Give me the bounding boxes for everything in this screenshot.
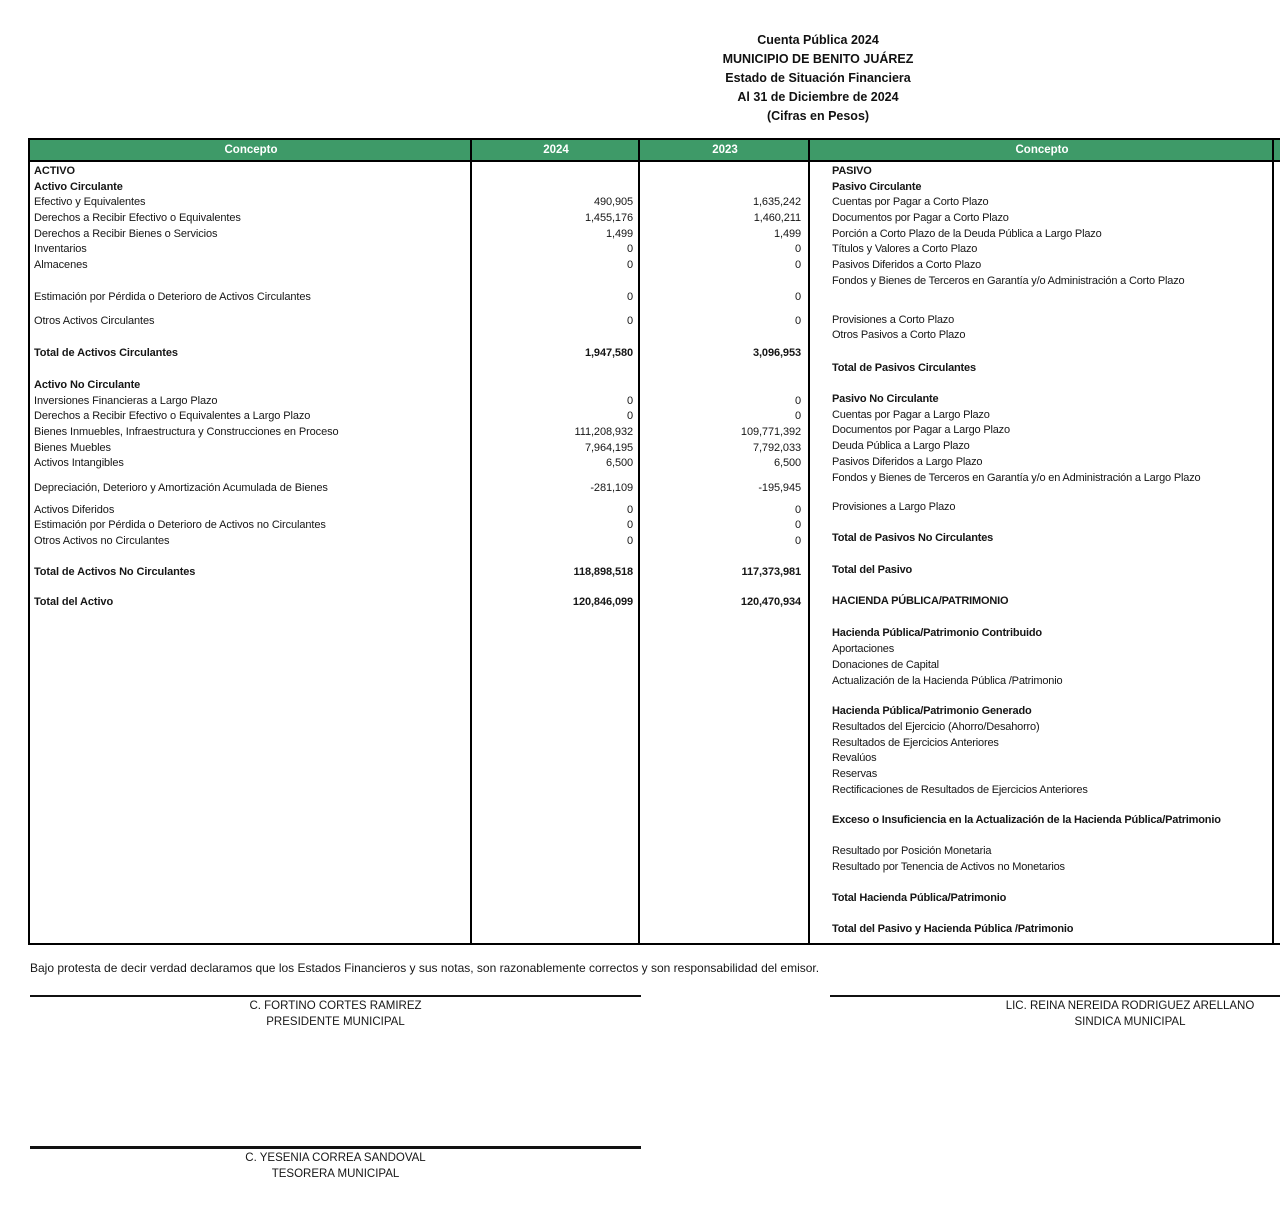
- row-label: Documentos por Pagar a Largo Plazo: [832, 424, 1010, 437]
- header-concepto-right: Concepto: [1015, 144, 1069, 156]
- row-label: Activos Intangibles: [34, 457, 124, 470]
- liability-row: [810, 642, 1280, 658]
- liability-row: [810, 471, 1280, 487]
- table-header-row: [30, 140, 1280, 162]
- value-2024: 0: [626, 314, 633, 327]
- value-2024: 0: [626, 410, 633, 423]
- liability-row: [810, 455, 1280, 471]
- row-label: Inventarios: [34, 243, 87, 256]
- spacer-row: [810, 486, 1280, 500]
- signature-line: [830, 995, 1280, 997]
- liability-row: [810, 392, 1280, 408]
- asset-row: [30, 378, 810, 394]
- spacer-row: [810, 578, 1280, 594]
- header-line-statement-title: Estado de Situación Financiera: [725, 71, 911, 85]
- spacer-row: [810, 290, 1280, 313]
- liability-row: [810, 531, 1280, 547]
- liability-row: [810, 891, 1280, 907]
- liability-row: [810, 361, 1280, 377]
- value-2023: 0: [794, 314, 801, 327]
- asset-row: [30, 290, 810, 306]
- row-label: Activo Circulante: [34, 180, 123, 193]
- value-2024: 0: [626, 243, 633, 256]
- row-label: Donaciones de Capital: [832, 658, 939, 671]
- header-2023: 2023: [712, 144, 738, 156]
- value-2024: 0: [626, 259, 633, 272]
- value-2023: 0: [794, 243, 801, 256]
- value-2024: 0: [626, 535, 633, 548]
- row-label: Total de Pasivos Circulantes: [832, 361, 976, 374]
- signature-title: SINDICA MUNICIPAL: [1074, 1016, 1186, 1028]
- row-label: Bienes Muebles: [34, 441, 111, 454]
- asset-row: [30, 164, 810, 180]
- row-label: HACIENDA PÚBLICA/PATRIMONIO: [832, 594, 1009, 607]
- spacer-row: [30, 306, 810, 314]
- row-label: Otros Activos Circulantes: [34, 314, 155, 327]
- value-2024: -281,109: [590, 482, 633, 494]
- liability-row: [810, 242, 1280, 258]
- value-2024: 1,947,580: [584, 347, 633, 360]
- liability-row: [810, 274, 1280, 290]
- value-2023: 0: [794, 535, 801, 548]
- row-label: Activos Diferidos: [34, 503, 115, 516]
- row-label: Total de Activos Circulantes: [34, 347, 178, 360]
- value-2024: 1,455,176: [584, 212, 633, 225]
- liability-row: [810, 704, 1280, 720]
- liability-row: [810, 674, 1280, 690]
- liability-row: [810, 658, 1280, 674]
- row-label: Títulos y Valores a Corto Plazo: [832, 243, 978, 256]
- row-label: Activo No Circulante: [34, 378, 141, 391]
- value-2023: 0: [794, 410, 801, 423]
- liability-row: [810, 594, 1280, 610]
- row-label: Total del Pasivo: [832, 563, 913, 576]
- liability-row: [810, 720, 1280, 736]
- value-2024: 0: [626, 519, 633, 532]
- row-label: Pasivos Diferidos a Largo Plazo: [832, 455, 983, 468]
- spacer-row: [30, 362, 810, 378]
- signature-line: [30, 995, 641, 997]
- balance-sheet-table: [28, 138, 1280, 945]
- asset-row: [30, 565, 810, 581]
- row-label: Pasivo Circulante: [832, 180, 922, 193]
- spacer-row: [30, 274, 810, 290]
- row-label: Derechos a Recibir Efectivo o Equivalentes: [34, 212, 241, 225]
- row-label: Hacienda Pública/Patrimonio Generado: [832, 705, 1032, 718]
- value-2024: 0: [626, 290, 633, 303]
- row-label: Resultado por Posición Monetaria: [832, 845, 992, 857]
- liability-row: [810, 500, 1280, 516]
- liability-row: [810, 751, 1280, 767]
- asset-row: [30, 534, 810, 550]
- asset-row: [30, 456, 810, 472]
- row-label: Cuentas por Pagar a Corto Plazo: [832, 196, 989, 209]
- row-label: Resultados de Ejercicios Anteriores: [832, 736, 999, 749]
- row-label: Resultados del Ejercicio (Ahorro/Desahorro): [832, 720, 1040, 733]
- row-label: Almacenes: [34, 259, 88, 272]
- spacer-row: [30, 472, 810, 481]
- assets-column: [30, 164, 810, 611]
- spacer-row: [810, 798, 1280, 813]
- row-label: Fondos y Bienes de Terceros en Garantía y/o Administración a Corto Plazo: [832, 274, 1185, 287]
- value-2023: 120,470,934: [740, 596, 801, 609]
- value-2023: 6,500: [773, 457, 801, 470]
- spacer-row: [30, 550, 810, 565]
- row-label: Hacienda Pública/Patrimonio Contribuido: [832, 627, 1042, 640]
- signature-block-tesorera: [30, 1146, 641, 1180]
- asset-row: [30, 258, 810, 274]
- value-2023: 1,635,242: [752, 196, 801, 209]
- row-label: Depreciación, Deterioro y Amortización Acumulada de Bienes: [34, 482, 328, 494]
- value-2024: 7,964,195: [584, 441, 633, 454]
- header-line-units: (Cifras en Pesos): [766, 109, 870, 123]
- row-label: Otros Pasivos a Corto Plazo: [832, 329, 966, 342]
- asset-row: [30, 394, 810, 410]
- row-label: Inversiones Financieras a Largo Plazo: [34, 394, 218, 407]
- row-label: Total de Activos No Circulantes: [34, 565, 196, 578]
- liability-row: [810, 258, 1280, 274]
- asset-row: [30, 441, 810, 457]
- row-label: Pasivo No Circulante: [832, 393, 939, 406]
- spacer-row: [810, 875, 1280, 891]
- row-label: Efectivo y Equivalentes: [34, 196, 146, 209]
- column-divider: [808, 140, 810, 943]
- liability-row: [810, 922, 1280, 938]
- row-label: PASIVO: [832, 165, 872, 177]
- value-2023: -195,945: [758, 482, 801, 494]
- value-2023: 1,460,211: [753, 212, 801, 225]
- row-label: Provisiones a Corto Plazo: [832, 313, 955, 326]
- declaration-text: Bajo protesta de decir verdad declaramos que los Estados Financieros y sus notas, son razonablemente correctos y son responsabilidad del emisor.: [30, 961, 820, 975]
- value-2023: 0: [794, 503, 801, 516]
- value-2024: 0: [626, 394, 633, 407]
- value-2023: 3,096,953: [752, 347, 801, 360]
- asset-row: [30, 409, 810, 425]
- liability-row: [810, 813, 1280, 829]
- header-line-account: Cuenta Pública 2024: [757, 33, 879, 47]
- spacer-row: [810, 516, 1280, 532]
- asset-row: [30, 346, 810, 362]
- liability-row: [810, 313, 1280, 329]
- signature-name: C. FORTINO CORTES RAMIREZ: [249, 1000, 422, 1012]
- asset-row: [30, 211, 810, 227]
- asset-row: [30, 242, 810, 258]
- header-2024: 2024: [543, 144, 569, 156]
- value-2024: 1,499: [605, 227, 633, 240]
- spacer-row: [810, 547, 1280, 563]
- row-label: Resultado por Tenencia de Activos no Monetarios: [832, 860, 1065, 873]
- header-concepto-left: Concepto: [224, 144, 278, 156]
- row-label: Porción a Corto Plazo de la Deuda Pública a Largo Plazo: [832, 227, 1102, 240]
- header-cutoff-column: [1274, 140, 1280, 160]
- signature-name: LIC. REINA NEREIDA RODRIGUEZ ARELLANO: [1005, 1000, 1255, 1012]
- spacer-row: [810, 344, 1280, 361]
- liability-row: [810, 439, 1280, 455]
- asset-row: [30, 195, 810, 211]
- row-label: Documentos por Pagar a Corto Plazo: [832, 212, 1009, 225]
- row-label: Estimación por Pérdida o Deterioro de Activos no Circulantes: [34, 519, 326, 532]
- liability-row: [810, 736, 1280, 752]
- row-label: Exceso o Insuficiencia en la Actualización de la Hacienda Pública/Patrimonio: [832, 814, 1221, 827]
- row-label: Bienes Inmuebles, Infraestructura y Construcciones en Proceso: [34, 425, 339, 438]
- value-2023: 0: [794, 290, 801, 303]
- value-2024: 111,208,932: [574, 425, 633, 438]
- signature-title: TESORERA MUNICIPAL: [271, 1168, 400, 1180]
- row-label: Total del Pasivo y Hacienda Pública /Patrimonio: [832, 923, 1074, 936]
- row-label: Revalúos: [832, 752, 877, 765]
- liability-row: [810, 423, 1280, 439]
- value-2023: 7,792,033: [752, 441, 801, 454]
- liability-row: [810, 227, 1280, 243]
- value-2023: 0: [794, 394, 801, 407]
- row-label: Total Hacienda Pública/Patrimonio: [832, 891, 1007, 904]
- asset-row: [30, 314, 810, 330]
- row-label: Total de Pasivos No Circulantes: [832, 532, 994, 545]
- liability-row: [810, 563, 1280, 579]
- liability-row: [810, 783, 1280, 799]
- row-label: Pasivos Diferidos a Corto Plazo: [832, 259, 982, 272]
- liability-row: [810, 408, 1280, 424]
- spacer-row: [810, 907, 1280, 923]
- liability-row: [810, 180, 1280, 196]
- spacer-row: [810, 689, 1280, 704]
- value-2023: 1,499: [773, 227, 801, 240]
- value-2024: 0: [626, 503, 633, 516]
- header-line-date: Al 31 de Diciembre de 2024: [737, 90, 899, 104]
- liability-row: [810, 767, 1280, 783]
- value-2023: 0: [794, 259, 801, 272]
- value-2023: 117,373,981: [741, 565, 801, 578]
- row-label: Actualización de la Hacienda Pública /Patrimonio: [832, 674, 1063, 687]
- asset-row: [30, 425, 810, 441]
- asset-row: [30, 595, 810, 611]
- row-label: ACTIVO: [34, 165, 75, 177]
- row-label: Derechos a Recibir Efectivo o Equivalentes a Largo Plazo: [34, 410, 311, 423]
- row-label: Rectificaciones de Resultados de Ejercicios Anteriores: [832, 783, 1088, 796]
- row-label: Deuda Pública a Largo Plazo: [832, 440, 970, 453]
- spacer-row: [810, 377, 1280, 393]
- asset-row: [30, 227, 810, 243]
- spacer-row: [30, 329, 810, 346]
- header-line-municipality: MUNICIPIO DE BENITO JUÁREZ: [722, 52, 914, 66]
- document-header: [358, 31, 1278, 126]
- value-2024: 120,846,099: [572, 596, 633, 609]
- row-label: Otros Activos no Circulantes: [34, 535, 170, 548]
- liability-row: [810, 328, 1280, 344]
- spacer-row: [810, 829, 1280, 844]
- row-label: Reservas: [832, 767, 878, 780]
- liability-row: [810, 626, 1280, 642]
- row-label: Cuentas por Pagar a Largo Plazo: [832, 408, 990, 421]
- row-label: Derechos a Recibir Bienes o Servicios: [34, 227, 218, 240]
- liability-row: [810, 860, 1280, 876]
- liabilities-column: [810, 164, 1280, 938]
- signature-block-presidente: [30, 995, 641, 1028]
- liability-row: [810, 195, 1280, 211]
- table-body: [30, 162, 1280, 943]
- signature-title: PRESIDENTE MUNICIPAL: [266, 1016, 405, 1028]
- liability-row: [810, 211, 1280, 227]
- column-divider: [638, 140, 640, 943]
- value-2024: 118,898,518: [573, 565, 633, 578]
- value-2024: 6,500: [605, 457, 633, 470]
- spacer-row: [30, 580, 810, 595]
- row-label: Total del Activo: [34, 596, 114, 609]
- asset-row: [30, 481, 810, 497]
- row-label: Provisiones a Largo Plazo: [832, 501, 956, 514]
- signature-name: C. YESENIA CORREA SANDOVAL: [245, 1152, 426, 1164]
- asset-row: [30, 180, 810, 196]
- asset-row: [30, 518, 810, 534]
- row-label: Fondos y Bienes de Terceros en Garantía y/o en Administración a Largo Plazo: [832, 471, 1201, 484]
- liability-row: [810, 844, 1280, 860]
- row-label: Aportaciones: [832, 643, 895, 656]
- liability-row: [810, 164, 1280, 180]
- value-2023: 109,771,392: [740, 425, 801, 438]
- row-label: Estimación por Pérdida o Deterioro de Activos Circulantes: [34, 290, 311, 303]
- spacer-row: [810, 609, 1280, 626]
- asset-row: [30, 503, 810, 519]
- signature-block-sindica: [830, 995, 1280, 1028]
- value-2023: 0: [794, 519, 801, 532]
- value-2024: 490,905: [593, 196, 633, 209]
- column-divider: [1272, 140, 1274, 943]
- signature-line: [30, 1146, 641, 1149]
- column-divider: [470, 140, 472, 943]
